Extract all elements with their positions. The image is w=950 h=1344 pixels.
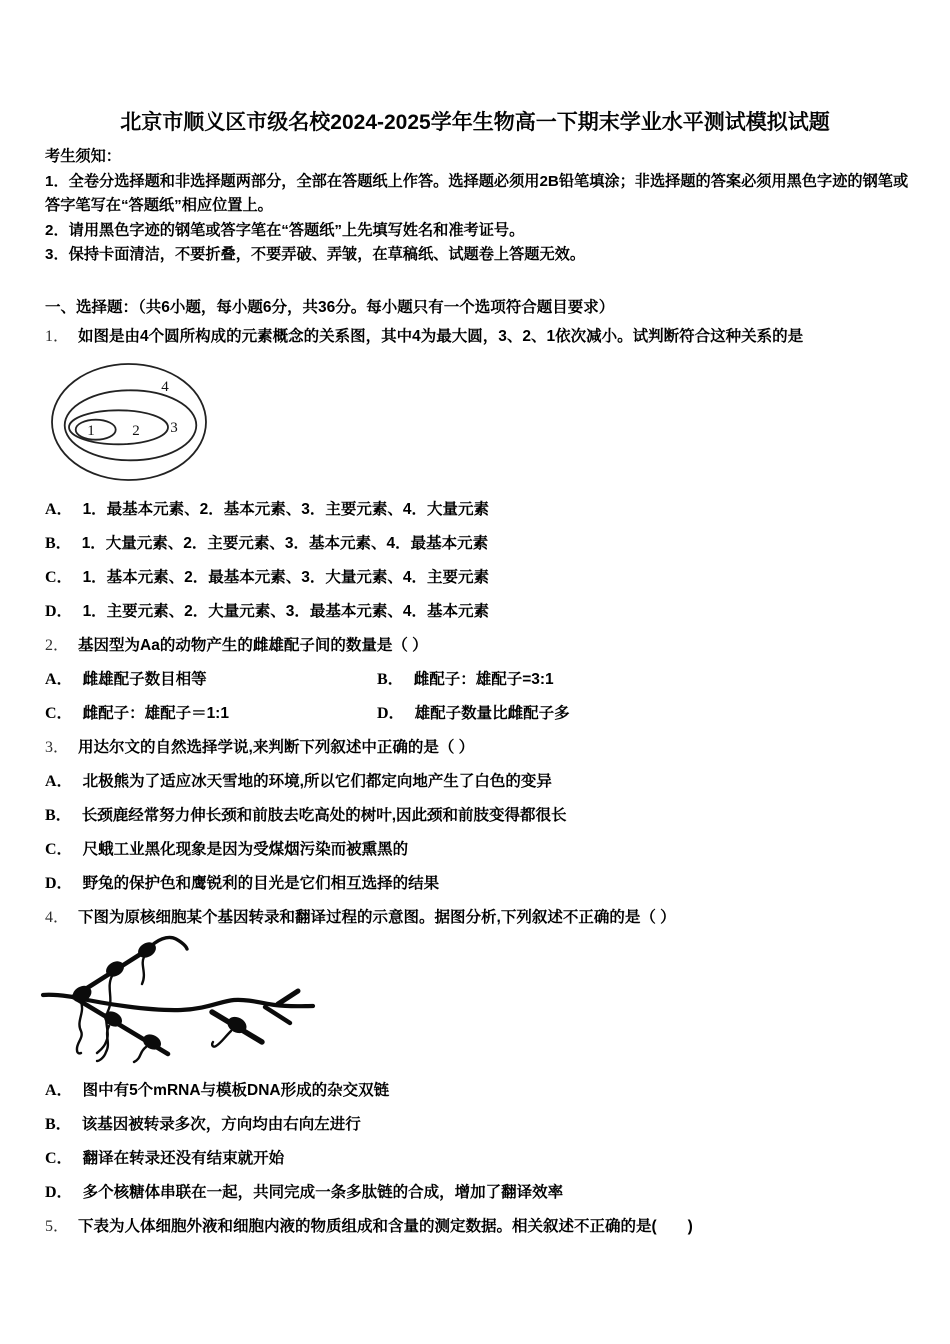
- option-letter: C．: [45, 704, 73, 722]
- question-2-options-row-1: [45, 663, 910, 697]
- question-2-stem: 2． 基因型为Aa的动物产生的雌雄配子间的数量是（ ）: [45, 636, 428, 654]
- question-3-number: 3．: [45, 738, 70, 756]
- question-2-option-c: C． 雌配子：雄配子＝1:1: [45, 704, 229, 722]
- question-2-option-d: D． 雄配子数量比雌配子多: [377, 704, 570, 722]
- option-letter: D．: [45, 602, 73, 620]
- option-letter: A．: [45, 500, 73, 518]
- question-1-number: 1．: [45, 327, 70, 345]
- question-1: [45, 320, 910, 629]
- ellipse-label-2: 2: [132, 422, 140, 439]
- ellipse-label-1: 1: [87, 422, 95, 439]
- option-letter: A．: [45, 670, 73, 688]
- question-3-option-a: A． 北极熊为了适应冰天雪地的环境,所以它们都定向地产生了白色的变异: [45, 772, 552, 790]
- question-2-options-row-2: [45, 697, 910, 731]
- option-letter: C．: [45, 1149, 73, 1167]
- option-letter: D．: [45, 874, 73, 892]
- question-3-option-b: B． 长颈鹿经常努力伸长颈和前肢去吃高处的树叶,因此颈和前肢变得都很长: [45, 806, 567, 824]
- option-letter: A．: [45, 772, 73, 790]
- question-1-figure: [45, 360, 910, 485]
- question-5-stem: 5． 下表为人体细胞外液和细胞内液的物质组成和含量的测定数据。相关叙述不正确的是( ): [45, 1217, 693, 1235]
- question-1-stem: 1． 如图是由4个圆所构成的元素概念的关系图，其中4为最大圆，3、2、1依次减小。试判断符合这种关系的是: [45, 327, 804, 345]
- transcription-translation-figure: [35, 935, 335, 1070]
- notice-heading: 考生须知：: [45, 148, 121, 165]
- option-letter: B．: [45, 1115, 72, 1133]
- ellipse-label-3: 3: [170, 419, 178, 436]
- question-1-option-d: D． 1．主要元素、2．大量元素、3．最基本元素、4．基本元素: [45, 602, 490, 620]
- question-2: [45, 629, 910, 731]
- option-letter: C．: [45, 840, 73, 858]
- option-letter: B．: [45, 534, 72, 552]
- option-letter: A．: [45, 1081, 73, 1099]
- question-5-number: 5．: [45, 1217, 70, 1235]
- section-heading: 一、选择题：（共6小题，每小题6分，共36分。每小题只有一个选项符合题目要求）: [45, 298, 615, 316]
- question-1-option-b: B． 1．大量元素、2．主要元素、3．基本元素、4．最基本元素: [45, 534, 489, 552]
- question-4-number: 4．: [45, 908, 70, 926]
- notice-item-2: 2．请用黑色字迹的钢笔或答字笔在“答题纸”上先填写姓名和准考证号。: [45, 221, 525, 239]
- question-3: [45, 731, 910, 901]
- option-letter: C．: [45, 568, 73, 586]
- option-letter: B．: [377, 670, 404, 688]
- notice-item-1: 1．全卷分选择题和非选择题两部分，全部在答题纸上作答。选择题必须用2B铅笔填涂；非选择题的答案必须用黑色字迹的钢笔或答字笔写在“答题纸”相应位置上。: [45, 172, 909, 214]
- question-4-stem: 4． 下图为原核细胞某个基因转录和翻译过程的示意图。据图分析,下列叙述不正确的是（ ）: [45, 908, 676, 926]
- question-2-option-b: B． 雌配子：雄配子=3:1: [377, 670, 554, 688]
- notice-item-3: 3．保持卡面清洁，不要折叠，不要弄破、弄皱，在草稿纸、试题卷上答题无效。: [45, 246, 586, 263]
- nested-ellipses-figure: [45, 360, 210, 485]
- question-4-option-a: A． 图中有5个mRNA与模板DNA形成的杂交双链: [45, 1081, 390, 1099]
- question-4-option-c: C． 翻译在转录还没有结束就开始: [45, 1149, 285, 1167]
- question-4-figure: [35, 935, 910, 1070]
- question-5: [45, 1210, 910, 1244]
- question-3-stem: 3． 用达尔文的自然选择学说,来判断下列叙述中正确的是（ ）: [45, 738, 475, 756]
- candidate-notice: [45, 145, 910, 268]
- option-letter: D．: [377, 704, 405, 722]
- question-3-option-c: C． 尺蛾工业黑化现象是因为受煤烟污染而被熏黑的: [45, 840, 409, 858]
- question-1-option-a: A． 1．最基本元素、2．基本元素、3．主要元素、4．大量元素: [45, 500, 490, 518]
- question-4-option-b: B． 该基因被转录多次，方向均由右向左进行: [45, 1115, 361, 1133]
- question-2-number: 2．: [45, 636, 70, 654]
- option-letter: B．: [45, 806, 72, 824]
- question-4-option-d: D． 多个核糖体串联在一起，共同完成一条多肽链的合成，增加了翻译效率: [45, 1183, 564, 1201]
- question-1-option-c: C． 1．基本元素、2．最基本元素、3．大量元素、4．主要元素: [45, 568, 490, 586]
- question-3-option-d: D． 野兔的保护色和鹰锐利的目光是它们相互选择的结果: [45, 874, 440, 892]
- ellipse-label-4: 4: [161, 378, 169, 395]
- question-4: [45, 901, 910, 1210]
- page-title: 北京市顺义区市级名校2024-2025学年生物高一下期末学业水平测试模拟试题: [120, 111, 830, 134]
- question-2-option-a: A． 雌雄配子数目相等: [45, 670, 207, 688]
- option-letter: D．: [45, 1183, 73, 1201]
